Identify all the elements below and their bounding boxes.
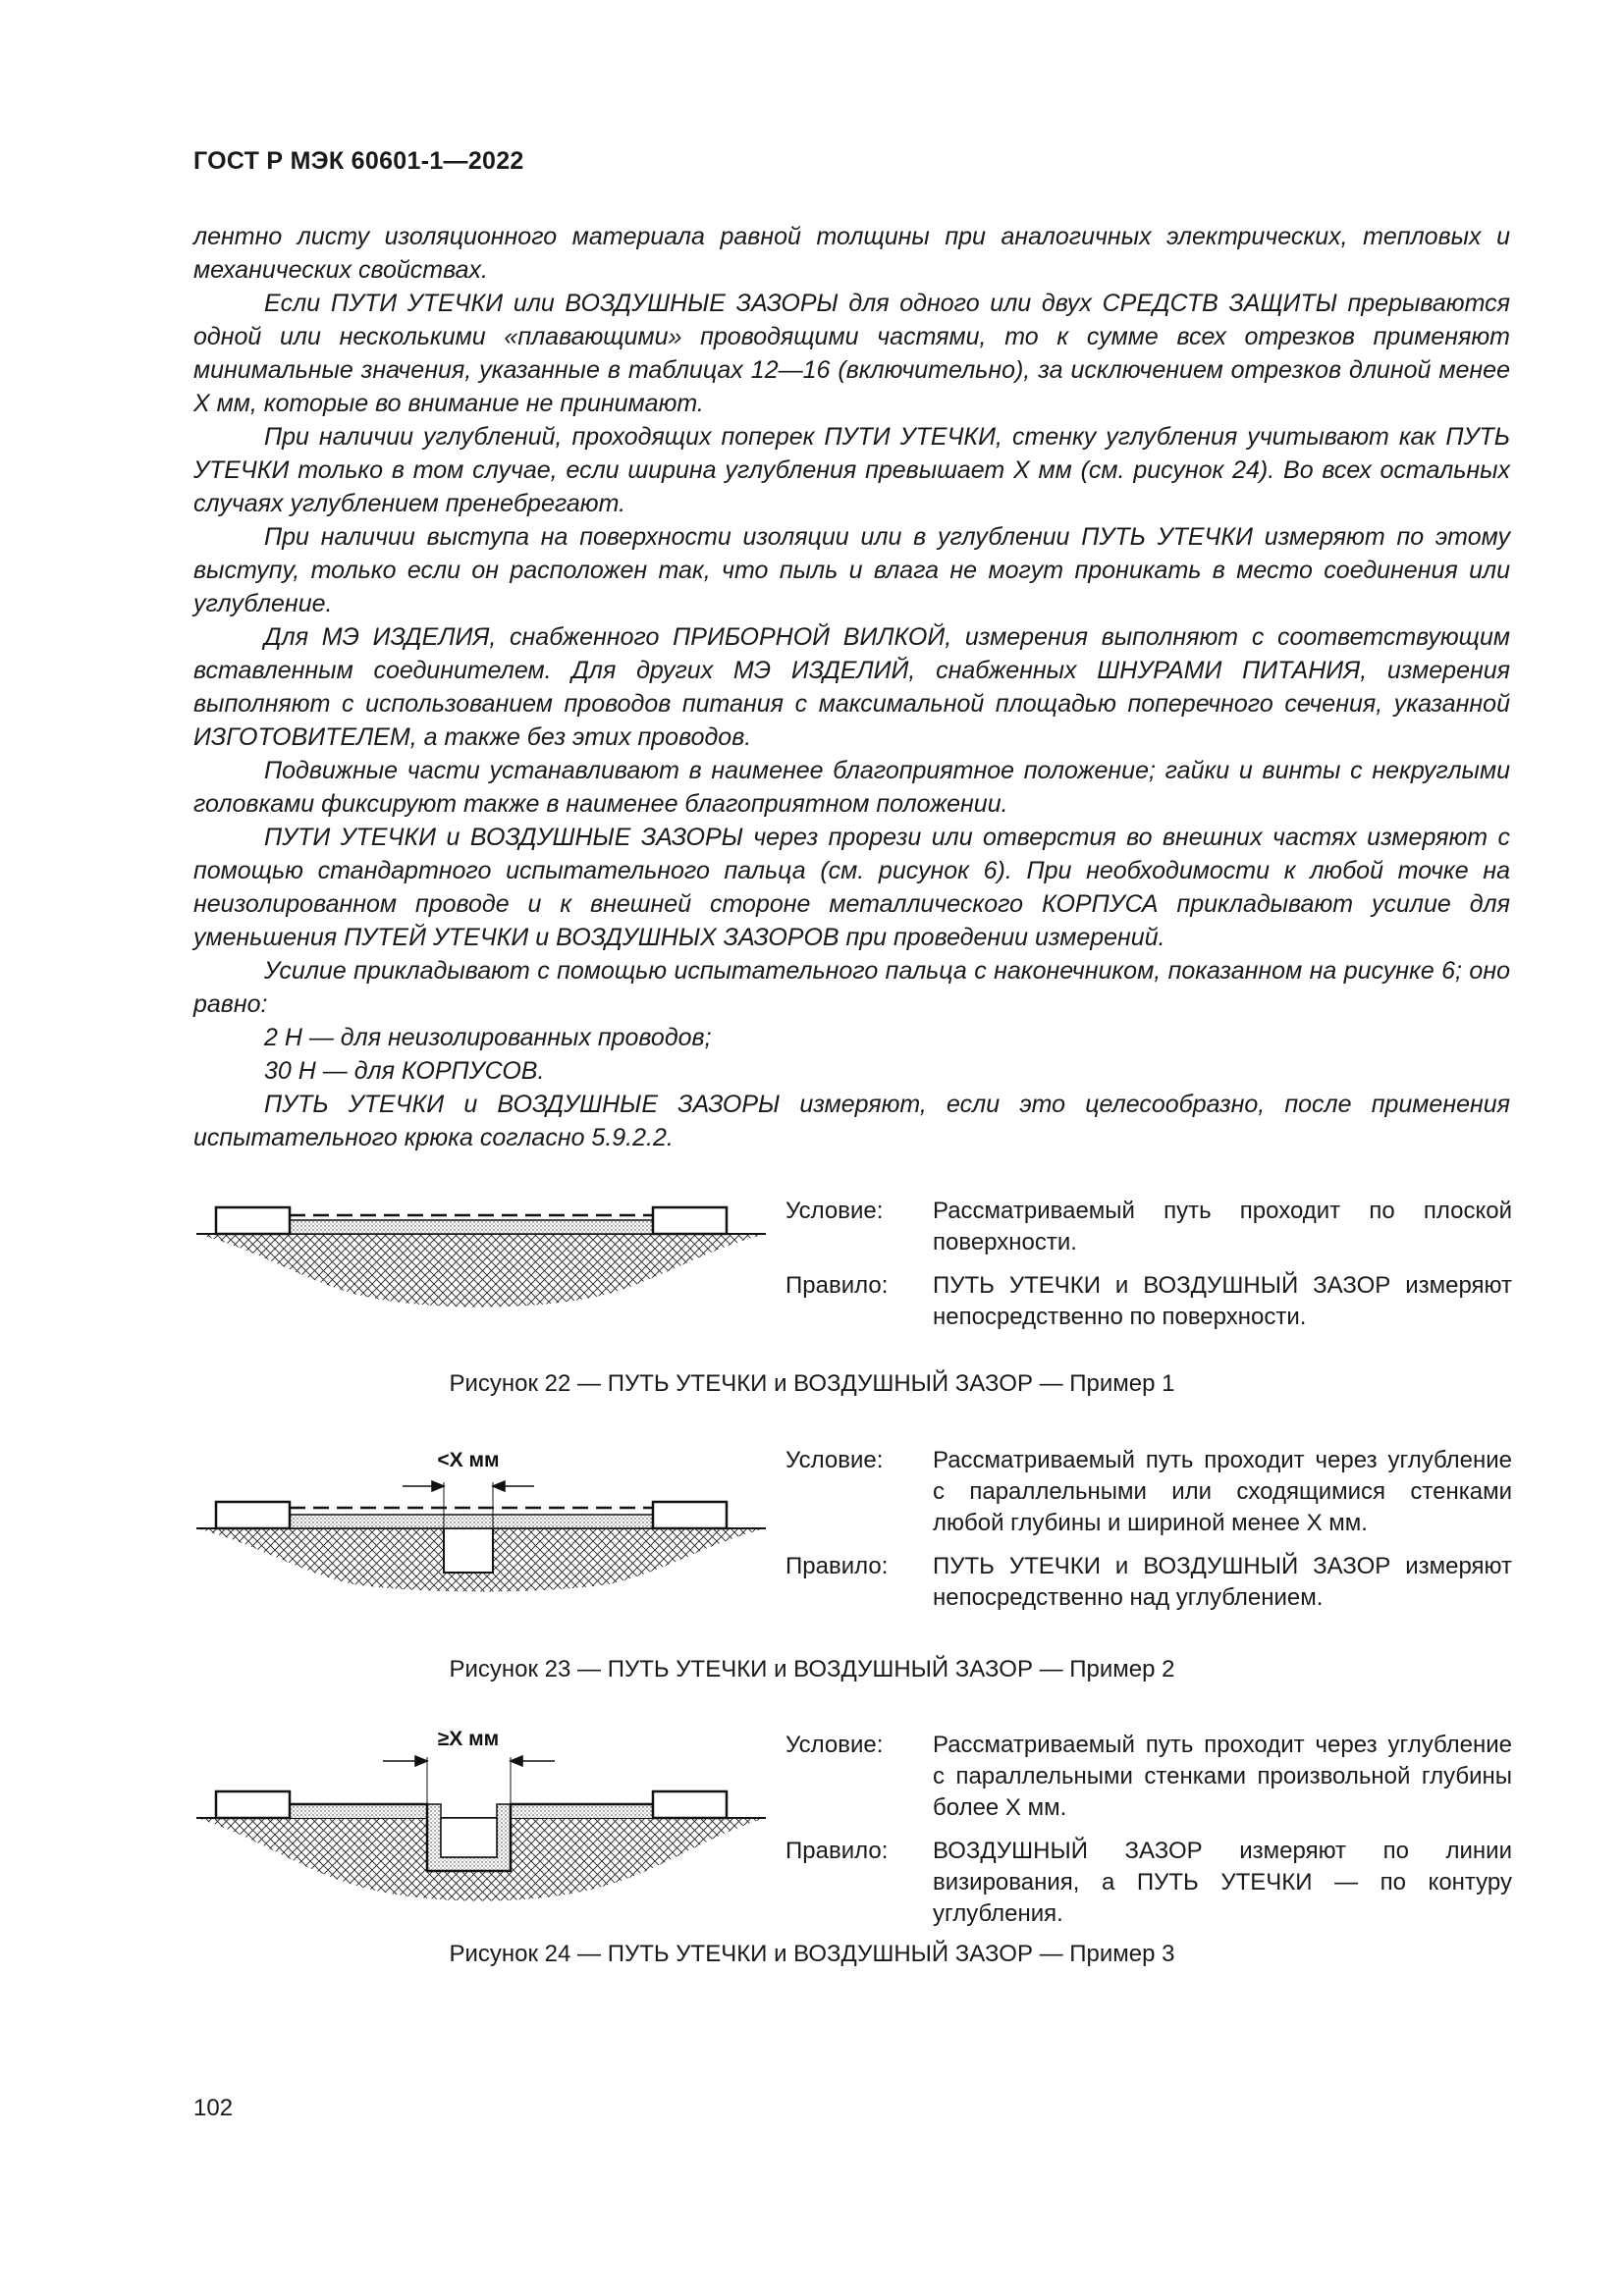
figure-22-description xyxy=(785,1196,1512,1345)
condition-text: Рассматриваемый путь проходит по плоской поверхности. xyxy=(933,1198,1512,1255)
rule-label: Правило: xyxy=(785,1553,889,1579)
paragraph: Усилие прикладывают с помощью испытательного пальца с наконечником, показанном на рисунке 6; оно равно: xyxy=(193,957,1510,1018)
paragraph: Если ПУТИ УТЕЧКИ или ВОЗДУШНЫЕ ЗАЗОРЫ для одного или двух СРЕДСТВ ЗАЩИТЫ прерываются одной или несколькими «плавающими» проводящими частями, то к сумме всех отрезков применяют минимальные значения, указанные в таблицах 12—16 (включительно), за исключением отрезков длиной менее X мм, которые во внимание не принимают. xyxy=(193,290,1510,417)
paragraph: Для МЭ ИЗДЕЛИЯ, снабженного ПРИБОРНОЙ ВИЛКОЙ, измерения выполняют с соответствующим вставленным соединителем. Для других МЭ ИЗДЕЛИЙ, снабженных ШНУРАМИ ПИТАНИЯ, измерения выполняют с использованием проводов питания с максимальной площадью поперечного сечения, указанной ИЗГОТОВИТЕЛЕМ, а также без этих проводов. xyxy=(193,623,1510,751)
rule-label: Правило: xyxy=(785,1838,889,1864)
paragraph: ПУТЬ УТЕЧКИ и ВОЗДУШНЫЕ ЗАЗОРЫ измеряют, если это целесообразно, после применения испытательного крюка согласно 5.9.2.2. xyxy=(193,1091,1510,1151)
conductor-left xyxy=(216,1207,290,1234)
figure-23-caption: Рисунок 23 — ПУТЬ УТЕЧКИ и ВОЗДУШНЫЙ ЗАЗОР — Пример 2 xyxy=(449,1656,1175,1682)
condition-label: Условие: xyxy=(785,1732,884,1758)
dimension-arrow-left xyxy=(383,1756,427,1766)
body-text xyxy=(193,220,1510,1154)
groove-air xyxy=(441,1818,497,1857)
rule-label: Правило: xyxy=(785,1272,889,1299)
dimension-arrow-right xyxy=(511,1756,555,1766)
paragraph: 2 Н — для неизолированных проводов; xyxy=(264,1024,712,1051)
figure-22-caption: Рисунок 22 — ПУТЬ УТЕЧКИ и ВОЗДУШНЫЙ ЗАЗОР — Пример 1 xyxy=(449,1370,1175,1397)
conductor-left xyxy=(216,1502,290,1528)
paragraph: лентно листу изоляционного материала равной толщины при аналогичных электрических, тепловых и механических свойствах. xyxy=(193,223,1510,284)
condition-text: Рассматриваемый путь проходит через углубление с параллельными или сходящимися стенками любой глубины и шириной менее X мм. xyxy=(933,1447,1512,1536)
dimension-arrow-right xyxy=(493,1481,534,1491)
conductor-left xyxy=(216,1791,290,1818)
conductor-right xyxy=(653,1502,727,1528)
figure-23-description xyxy=(785,1445,1512,1626)
figure-22-diagram xyxy=(187,1178,776,1315)
paragraph: При наличии выступа на поверхности изоляции или в углублении ПУТЬ УТЕЧКИ измеряют по этому выступу, только если он расположен так, что пыль и влага не могут проникать в место соединения или углубление. xyxy=(193,523,1510,617)
page-number: 102 xyxy=(193,2095,234,2121)
paragraph: При наличии углублений, проходящих поперек ПУТИ УТЕЧКИ, стенку углубления учитывают как ПУТЬ УТЕЧКИ только в том случае, если ширина углубления превышает X мм (см. рисунок 24). Во всех остальных случаях углублением пренебрегают. xyxy=(193,423,1510,517)
dimension-label: <X мм xyxy=(437,1449,500,1471)
insulation-layer xyxy=(290,1220,653,1234)
condition-text: Рассматриваемый путь проходит через углубление с параллельными стенками произвольной глубины более X мм. xyxy=(933,1732,1512,1821)
rule-text: ПУТЬ УТЕЧКИ и ВОЗДУШНЫЙ ЗАЗОР измеряют непосредственно над углублением. xyxy=(933,1553,1512,1611)
substrate xyxy=(196,1234,766,1308)
dimension-label: ≥X мм xyxy=(437,1728,500,1750)
conductor-right xyxy=(653,1791,727,1818)
insulation-layer xyxy=(290,1515,653,1528)
page-header: ГОСТ Р МЭК 60601-1—2022 xyxy=(193,147,524,175)
figure-24-diagram xyxy=(187,1720,776,1916)
paragraph: Подвижные части устанавливают в наименее благоприятное положение; гайки и винты с некруглыми головками фиксируют также в наименее благоприятном положении. xyxy=(193,757,1510,818)
figure-23-diagram xyxy=(187,1435,776,1592)
figure-24-caption: Рисунок 24 — ПУТЬ УТЕЧКИ и ВОЗДУШНЫЙ ЗАЗОР — Пример 3 xyxy=(449,1941,1175,1967)
condition-label: Условие: xyxy=(785,1447,884,1473)
conductor-right xyxy=(653,1207,727,1234)
groove xyxy=(444,1528,493,1573)
rule-text: ПУТЬ УТЕЧКИ и ВОЗДУШНЫЙ ЗАЗОР измеряют непосредственно по поверхности. xyxy=(933,1272,1512,1330)
figure-24-description xyxy=(785,1730,1512,1942)
condition-label: Условие: xyxy=(785,1198,884,1224)
paragraph: ПУТИ УТЕЧКИ и ВОЗДУШНЫЕ ЗАЗОРЫ через прорези или отверстия во внешних частях измеряют с помощью стандартного испытательного пальца (см. рисунок 6). При необходимости к любой точке на неизолированном проводе и к внешней стороне металлического КОРПУСА прикладывают усилие для уменьшения ПУТЕЙ УТЕЧКИ и ВОЗДУШНЫХ ЗАЗОРОВ при проведении измерений. xyxy=(193,824,1510,951)
paragraph: 30 Н — для КОРПУСОВ. xyxy=(264,1057,545,1085)
dimension-arrow-left xyxy=(403,1481,444,1491)
rule-text: ВОЗДУШНЫЙ ЗАЗОР измеряют по линии визирования, а ПУТЬ УТЕЧКИ — по контуру углубления. xyxy=(933,1838,1512,1927)
